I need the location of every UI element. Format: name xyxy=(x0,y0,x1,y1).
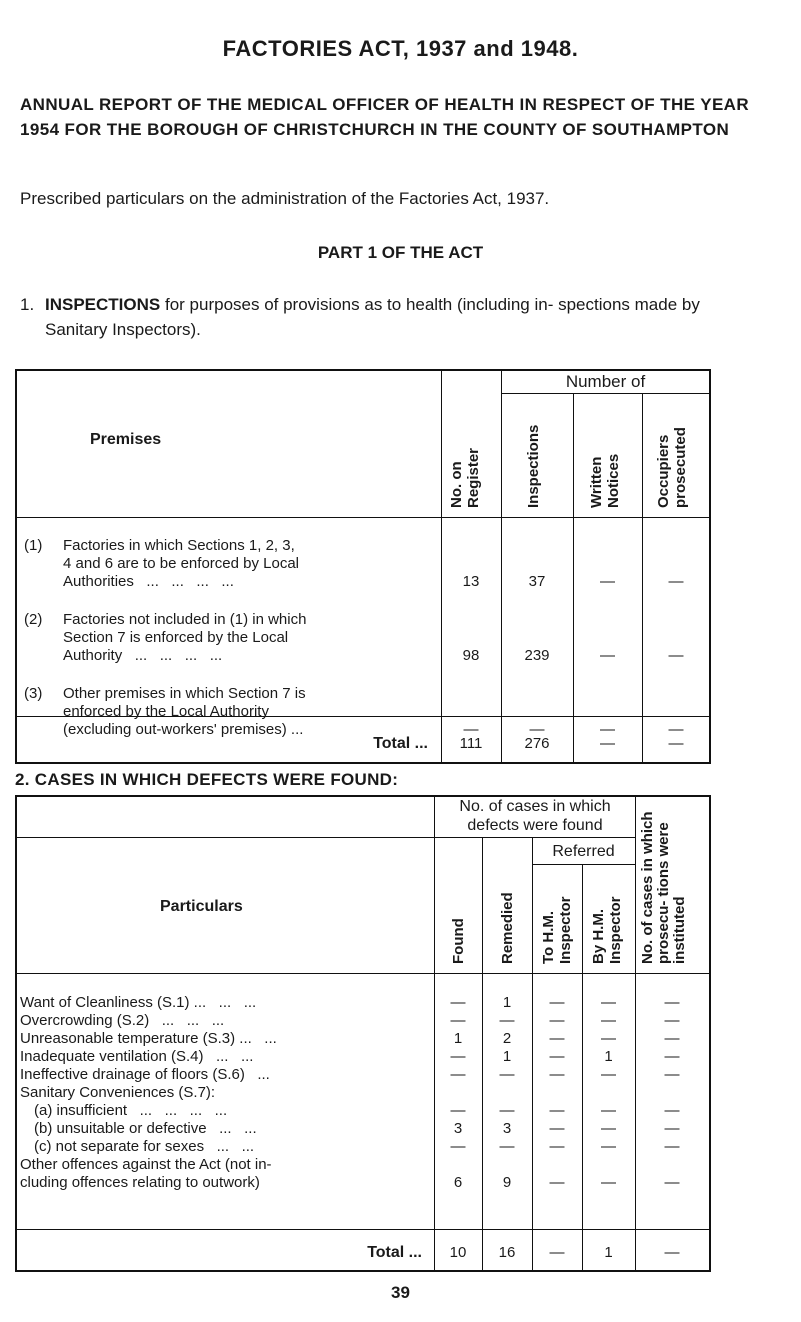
t2-cell-to-hmi: — xyxy=(549,1138,565,1155)
t2-cell-remedied: — xyxy=(499,1102,515,1119)
t2-header-prosecutions: No. of cases in which prosecu- tions were instituted xyxy=(639,811,688,964)
t2-cell-found: 6 xyxy=(453,1174,463,1191)
t2-row-label: Ineffective drainage of floors (S.6) ... xyxy=(20,1066,270,1083)
t1-header-premises: Premises xyxy=(90,431,162,448)
t2-cell-by-hmi: — xyxy=(601,1120,616,1137)
t2-cell-remedied: 3 xyxy=(502,1120,512,1137)
t1-row-label-line: Section 7 is enforced by the Local xyxy=(63,629,289,646)
t1-left-border xyxy=(15,369,17,763)
t1-total-register: 111 xyxy=(459,735,483,752)
t2-cell-found: — xyxy=(450,1066,466,1083)
t1-total-notices: — xyxy=(600,735,615,752)
t2-cell-found: — xyxy=(450,1138,466,1155)
t1-row-number: (2) xyxy=(24,611,43,628)
t2-row-label: Want of Cleanliness (S.1) ... ... ... xyxy=(20,994,257,1011)
t1-cell-notices: — xyxy=(600,573,615,590)
t2-bottom-border xyxy=(15,1270,711,1272)
t2-cell-to-hmi: — xyxy=(549,1102,565,1119)
t2-cell-remedied: 1 xyxy=(502,994,512,1011)
t2-cell-by-hmi: — xyxy=(601,1066,616,1083)
t2-total-to-hmi: — xyxy=(549,1244,565,1261)
t1-cell-register: — xyxy=(463,721,479,738)
t1-row-label-line: Authority ... ... ... ... xyxy=(63,647,223,664)
t1-header-rule xyxy=(15,517,710,518)
report-title: ANNUAL REPORT OF THE MEDICAL OFFICER OF HEALTH IN RESPECT OF THE YEAR 1954 FOR THE BOROUGH OF CHRISTCHURCH IN THE COUNTY OF SOUTHAMPTON xyxy=(20,95,750,139)
t2-row-label: cluding offences relating to outwork) xyxy=(20,1174,260,1191)
t1-vline-1 xyxy=(441,369,442,762)
t2-cell-by-hmi: — xyxy=(601,1138,616,1155)
t2-left-border xyxy=(15,795,17,1272)
t2-cell-found: — xyxy=(450,1012,466,1029)
t2-cell-found: — xyxy=(450,1048,466,1065)
t2-total-rule xyxy=(15,1229,710,1230)
t1-cell-inspections: 239 xyxy=(524,647,550,664)
t2-row-label: (c) not separate for sexes ... ... xyxy=(34,1138,255,1155)
t2-cell-to-hmi: — xyxy=(549,1048,565,1065)
t1-cell-register: 13 xyxy=(462,573,480,590)
t2-cell-prosecutions: — xyxy=(664,994,680,1011)
t2-cell-by-hmi: — xyxy=(601,1174,616,1191)
t2-cell-found: — xyxy=(450,1102,466,1119)
t2-cell-prosecutions: — xyxy=(664,1174,680,1191)
t1-row-number: (1) xyxy=(24,537,43,554)
t2-cell-prosecutions: — xyxy=(664,1138,680,1155)
t2-header-to-hmi: To H.M. Inspector xyxy=(540,896,574,964)
t2-cell-prosecutions: — xyxy=(664,1120,680,1137)
t2-cell-to-hmi: — xyxy=(549,1012,565,1029)
t2-row-label: Unreasonable temperature (S.3) ... ... xyxy=(20,1030,277,1047)
t1-row-label-line: Factories not included in (1) in which xyxy=(63,611,307,628)
t2-cell-found: — xyxy=(450,994,466,1011)
t1-cell-inspections: 37 xyxy=(528,573,546,590)
t2-cell-by-hmi: 1 xyxy=(604,1048,613,1065)
t2-cell-prosecutions: — xyxy=(664,1012,680,1029)
t2-cell-to-hmi: — xyxy=(549,994,565,1011)
t1-right-border xyxy=(709,369,711,763)
t1-row-label-line: Authorities ... ... ... ... xyxy=(63,573,234,590)
t2-cell-to-hmi: — xyxy=(549,1030,565,1047)
t1-row-label-line: Factories in which Sections 1, 2, 3, xyxy=(63,537,295,554)
t2-total-prosecutions: — xyxy=(664,1244,680,1261)
t2-cell-prosecutions: — xyxy=(664,1102,680,1119)
prescribed-particulars: Prescribed particulars on the administration of the Factories Act, 1937. xyxy=(20,189,550,208)
t2-row-label: Overcrowding (S.2) ... ... ... xyxy=(20,1012,225,1029)
t2-header-found: Found xyxy=(450,918,467,964)
t2-header-rule xyxy=(15,973,710,974)
page-number: 39 xyxy=(391,1283,410,1302)
t1-cell-inspections: — xyxy=(529,721,545,738)
part-heading: PART 1 OF THE ACT xyxy=(317,243,484,262)
t2-cell-prosecutions: — xyxy=(664,1030,680,1047)
t1-total-prosecuted: — xyxy=(668,735,684,752)
section1-text xyxy=(45,292,755,342)
t2-cell-remedied: 2 xyxy=(502,1030,512,1047)
t2-row-label: Inadequate ventilation (S.4) ... ... xyxy=(20,1048,254,1065)
t2-cell-remedied: — xyxy=(499,1138,515,1155)
t2-cell-remedied: 1 xyxy=(502,1048,512,1065)
t2-cell-remedied: 9 xyxy=(502,1174,512,1191)
t2-cell-found: 3 xyxy=(453,1120,463,1137)
t2-cell-by-hmi: — xyxy=(601,1030,616,1047)
t2-cell-by-hmi: — xyxy=(601,1012,616,1029)
t2-header-particulars: Particulars xyxy=(160,898,243,915)
t1-cell-notices: — xyxy=(600,721,615,738)
t2-row-label: Sanitary Conveniences (S.7): xyxy=(20,1084,216,1101)
t2-cell-remedied: — xyxy=(499,1066,515,1083)
t2-header-referred: Referred xyxy=(552,843,615,860)
t1-cell-notices: — xyxy=(600,647,615,664)
t1-header-notices: Written Notices xyxy=(588,453,622,508)
t2-row-label: (b) unsuitable or defective ... ... xyxy=(34,1120,257,1137)
section1-bold: INSPECTIONS xyxy=(45,295,161,314)
t2-cell-by-hmi: — xyxy=(601,1102,616,1119)
section2-heading: 2. CASES IN WHICH DEFECTS WERE FOUND: xyxy=(15,770,399,789)
t1-cell-prosecuted: — xyxy=(668,573,684,590)
t1-header-prosecuted: Occupiers prosecuted xyxy=(655,427,689,508)
t2-cell-to-hmi: — xyxy=(549,1066,565,1083)
t2-cases-rule xyxy=(15,837,635,838)
t2-header-by-hmi: By H.M. Inspector xyxy=(590,896,624,964)
t2-cell-remedied: — xyxy=(499,1012,515,1029)
section1-number: 1. xyxy=(20,295,35,314)
t1-bottom-border xyxy=(15,762,711,764)
t2-cell-by-hmi: — xyxy=(601,994,616,1011)
t1-cell-register: 98 xyxy=(462,647,480,664)
section1-description: for purposes of provisions as to health (including in- spections made by Sanitary Inspectors). xyxy=(45,295,700,339)
t2-row-label: (a) insufficient ... ... ... ... xyxy=(34,1102,228,1119)
t2-total-remedied: 16 xyxy=(498,1244,516,1261)
t1-header-register: No. on Register xyxy=(448,447,482,508)
t1-total-inspections: 276 xyxy=(524,735,550,752)
t1-row-label-line: enforced by the Local Authority xyxy=(63,703,269,720)
t2-cell-found: 1 xyxy=(453,1030,463,1047)
t2-cell-prosecutions: — xyxy=(664,1048,680,1065)
t1-row-label-line: (excluding out-workers' premises) ... xyxy=(63,721,304,738)
t2-total-label: Total ... xyxy=(367,1244,422,1261)
t1-cell-prosecuted: — xyxy=(668,721,684,738)
t1-top-border xyxy=(15,369,710,371)
t1-header-inspections: Inspections xyxy=(525,424,542,508)
page-title: FACTORIES ACT, 1937 and 1948. xyxy=(222,36,579,61)
t1-cell-prosecuted: — xyxy=(668,647,684,664)
t1-row-label-line: Other premises in which Section 7 is xyxy=(63,685,306,702)
t2-cell-to-hmi: — xyxy=(549,1174,565,1191)
t2-cell-to-hmi: — xyxy=(549,1120,565,1137)
t2-total-by-hmi: 1 xyxy=(604,1244,613,1261)
t2-header-cases: No. of cases in which defects were found xyxy=(459,798,611,834)
t1-row-label-line: 4 and 6 are to be enforced by Local xyxy=(63,555,300,572)
t1-header-number-of: Number of xyxy=(565,372,646,391)
t2-row-label: Other offences against the Act (not in- xyxy=(20,1156,272,1173)
t1-total-label: Total ... xyxy=(373,735,428,752)
t2-total-found: 10 xyxy=(449,1244,467,1261)
t1-row-number: (3) xyxy=(24,685,43,702)
t2-header-remedied: Remedied xyxy=(499,892,516,964)
t1-vline-2 xyxy=(501,369,502,762)
t2-right-border xyxy=(709,795,711,1272)
t2-cell-prosecutions: — xyxy=(664,1066,680,1083)
